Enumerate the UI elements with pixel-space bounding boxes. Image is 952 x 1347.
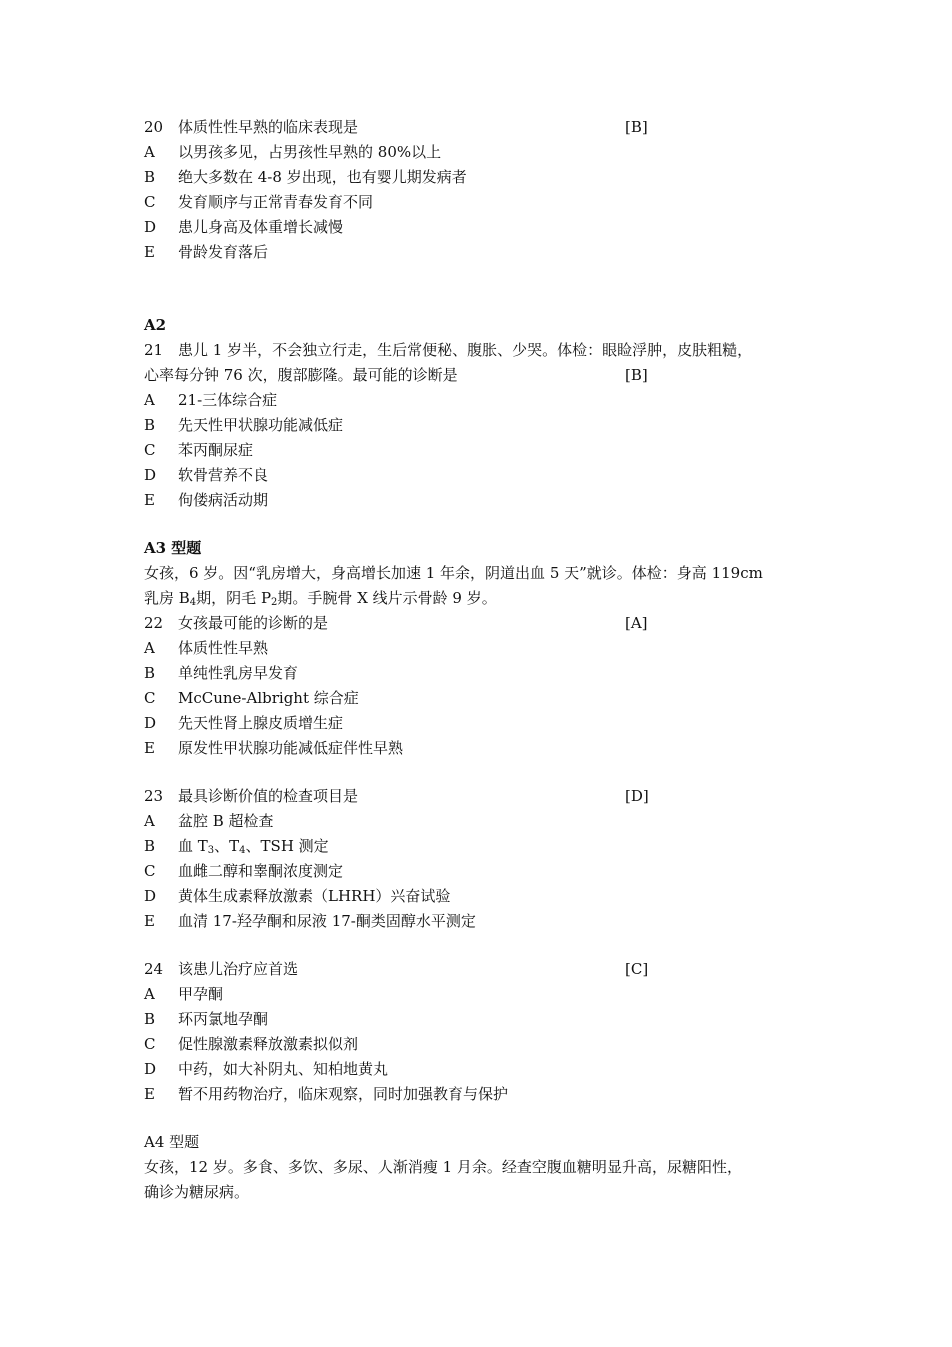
option-text: 暂不用药物治疗，临床观察，同时加强教育与保护: [178, 1085, 509, 1103]
option-text-part: 、T: [214, 837, 240, 855]
option-item: [144, 636, 824, 661]
question-text: 心率每分钟 76 次，腹部膨隆。最可能的诊断是: [144, 366, 458, 384]
option-label: E: [144, 491, 155, 509]
option-text: 促性腺激素释放激素拟似剂: [178, 1035, 359, 1053]
option-text: 盆腔 B 超检查: [178, 812, 274, 830]
question-24-stem: [144, 957, 824, 982]
option-item: [144, 1057, 824, 1082]
option-text: 单纯性乳房早发育: [178, 664, 299, 682]
option-item: [144, 240, 824, 265]
option-text: 黄体生成素释放激素（LHRH）兴奋试验: [178, 887, 451, 905]
option-label: D: [144, 1060, 157, 1078]
option-text: 血清 17-羟孕酮和尿液 17-酮类固醇水平测定: [178, 912, 476, 930]
option-item: [144, 1082, 824, 1107]
question-number: 21: [144, 341, 164, 359]
case-text: 期，阴毛 P: [196, 589, 272, 607]
option-label: A: [144, 812, 155, 830]
option-text: 绝大多数在 4-8 岁出现，也有婴儿期发病者: [178, 168, 467, 186]
subscript: 4: [189, 597, 197, 608]
option-item: [144, 140, 824, 165]
case-description: 女孩，12 岁。多食、多饮、多尿、人渐消瘦 1 月余。经查空腹血糖明显升高，尿糖阳性，: [144, 1158, 742, 1176]
option-label: C: [144, 1035, 156, 1053]
answer-key: [B]: [625, 118, 648, 136]
option-text: 苯丙酮尿症: [178, 441, 254, 459]
option-label: B: [144, 664, 156, 682]
option-item: [144, 438, 824, 463]
case-description-cont: 确诊为糖尿病。: [144, 1183, 250, 1201]
option-label: C: [144, 862, 156, 880]
section-heading-a4: A4 型题: [144, 1133, 200, 1151]
option-item: [144, 463, 824, 488]
option-item: [144, 686, 824, 711]
answer-key: [B]: [625, 366, 648, 384]
option-text: 中药，如大补阴丸、知柏地黄丸: [178, 1060, 389, 1078]
answer-key: [C]: [625, 960, 649, 978]
option-label: B: [144, 416, 156, 434]
option-item: [144, 1032, 824, 1057]
option-text: 21-三体综合症: [178, 391, 278, 409]
option-label: E: [144, 243, 155, 261]
option-item: [144, 884, 824, 909]
case-text: 期。手腕骨 X 线片示骨龄 9 岁。: [277, 589, 497, 607]
section-heading-a2: A2: [144, 316, 167, 334]
option-text: 环丙氯地孕酮: [178, 1010, 269, 1028]
answer-key: [A]: [625, 614, 648, 632]
option-label: B: [144, 1010, 156, 1028]
option-item: [144, 661, 824, 686]
option-label: C: [144, 193, 156, 211]
option-item: [144, 711, 824, 736]
section-heading-a3: A3 型题: [144, 539, 202, 557]
option-item: [144, 809, 824, 834]
subscript: 3: [207, 845, 215, 856]
option-item: [144, 859, 824, 884]
case-description: 女孩，6 岁。因“乳房增大，身高增长加速 1 年余，阴道出血 5 天”就诊。体检：身高 119cm: [144, 564, 763, 582]
option-label: E: [144, 739, 155, 757]
option-text: 软骨营养不良: [178, 466, 269, 484]
option-label: A: [144, 985, 155, 1003]
option-item: [144, 388, 824, 413]
case-text: 乳房 B: [144, 589, 190, 607]
question-20-stem: [144, 115, 824, 140]
option-item: [144, 190, 824, 215]
option-item: [144, 413, 824, 438]
option-item: [144, 982, 824, 1007]
option-item: [144, 834, 824, 859]
case-description-cont: [144, 586, 824, 611]
option-item: [144, 1007, 824, 1032]
subscript: 4: [239, 845, 246, 856]
option-text: 血雌二醇和睾酮浓度测定: [178, 862, 344, 880]
subscript: 2: [271, 597, 278, 608]
option-text: 以男孩多见，占男孩性早熟的 80%以上: [178, 143, 442, 161]
option-label: E: [144, 1085, 155, 1103]
option-label: D: [144, 466, 157, 484]
answer-key: [D]: [625, 787, 649, 805]
option-label: E: [144, 912, 155, 930]
option-item: [144, 165, 824, 190]
option-text: 患儿身高及体重增长减慢: [178, 218, 344, 236]
question-number: 20: [144, 118, 164, 136]
question-21-stem-cont: [144, 363, 824, 388]
option-text: 先天性甲状腺功能减低症: [178, 416, 344, 434]
question-22-stem: [144, 611, 824, 636]
option-text: 先天性肾上腺皮质增生症: [178, 714, 344, 732]
question-text: 该患儿治疗应首选: [178, 960, 299, 978]
question-21-stem: [144, 338, 824, 363]
question-text: 女孩最可能的诊断的是: [178, 614, 329, 632]
option-label: B: [144, 168, 156, 186]
option-item: [144, 488, 824, 513]
question-23-stem: [144, 784, 824, 809]
question-text: 最具诊断价值的检查项目是: [178, 787, 359, 805]
option-item: [144, 215, 824, 240]
question-text: 体质性性早熟的临床表现是: [178, 118, 359, 136]
option-label: D: [144, 887, 157, 905]
question-number: 22: [144, 614, 164, 632]
question-number: 23: [144, 787, 164, 805]
option-text: 原发性甲状腺功能减低症伴性早熟: [178, 739, 404, 757]
option-text: 佝偻病活动期: [178, 491, 269, 509]
option-label: B: [144, 837, 156, 855]
option-text: [178, 837, 329, 855]
option-label: D: [144, 218, 157, 236]
option-text: 甲孕酮: [178, 985, 224, 1003]
option-label: A: [144, 143, 155, 161]
option-label: D: [144, 714, 157, 732]
option-text: 骨龄发育落后: [178, 243, 269, 261]
option-text-part: 血 T: [178, 837, 208, 855]
option-label: A: [144, 391, 155, 409]
option-label: C: [144, 441, 156, 459]
option-text: 发育顺序与正常青春发育不同: [178, 193, 374, 211]
option-label: A: [144, 639, 155, 657]
option-text-part: 、TSH 测定: [245, 837, 329, 855]
question-number: 24: [144, 960, 164, 978]
option-item: [144, 736, 824, 761]
question-text: 患儿 1 岁半，不会独立行走，生后常便秘、腹胀、少哭。体检：眼睑浮肿，皮肤粗糙，: [178, 341, 753, 359]
option-text: McCune-Albright 综合症: [178, 689, 359, 707]
option-item: [144, 909, 824, 934]
option-text: 体质性性早熟: [178, 639, 269, 657]
document-page: [144, 115, 824, 1205]
option-label: C: [144, 689, 156, 707]
